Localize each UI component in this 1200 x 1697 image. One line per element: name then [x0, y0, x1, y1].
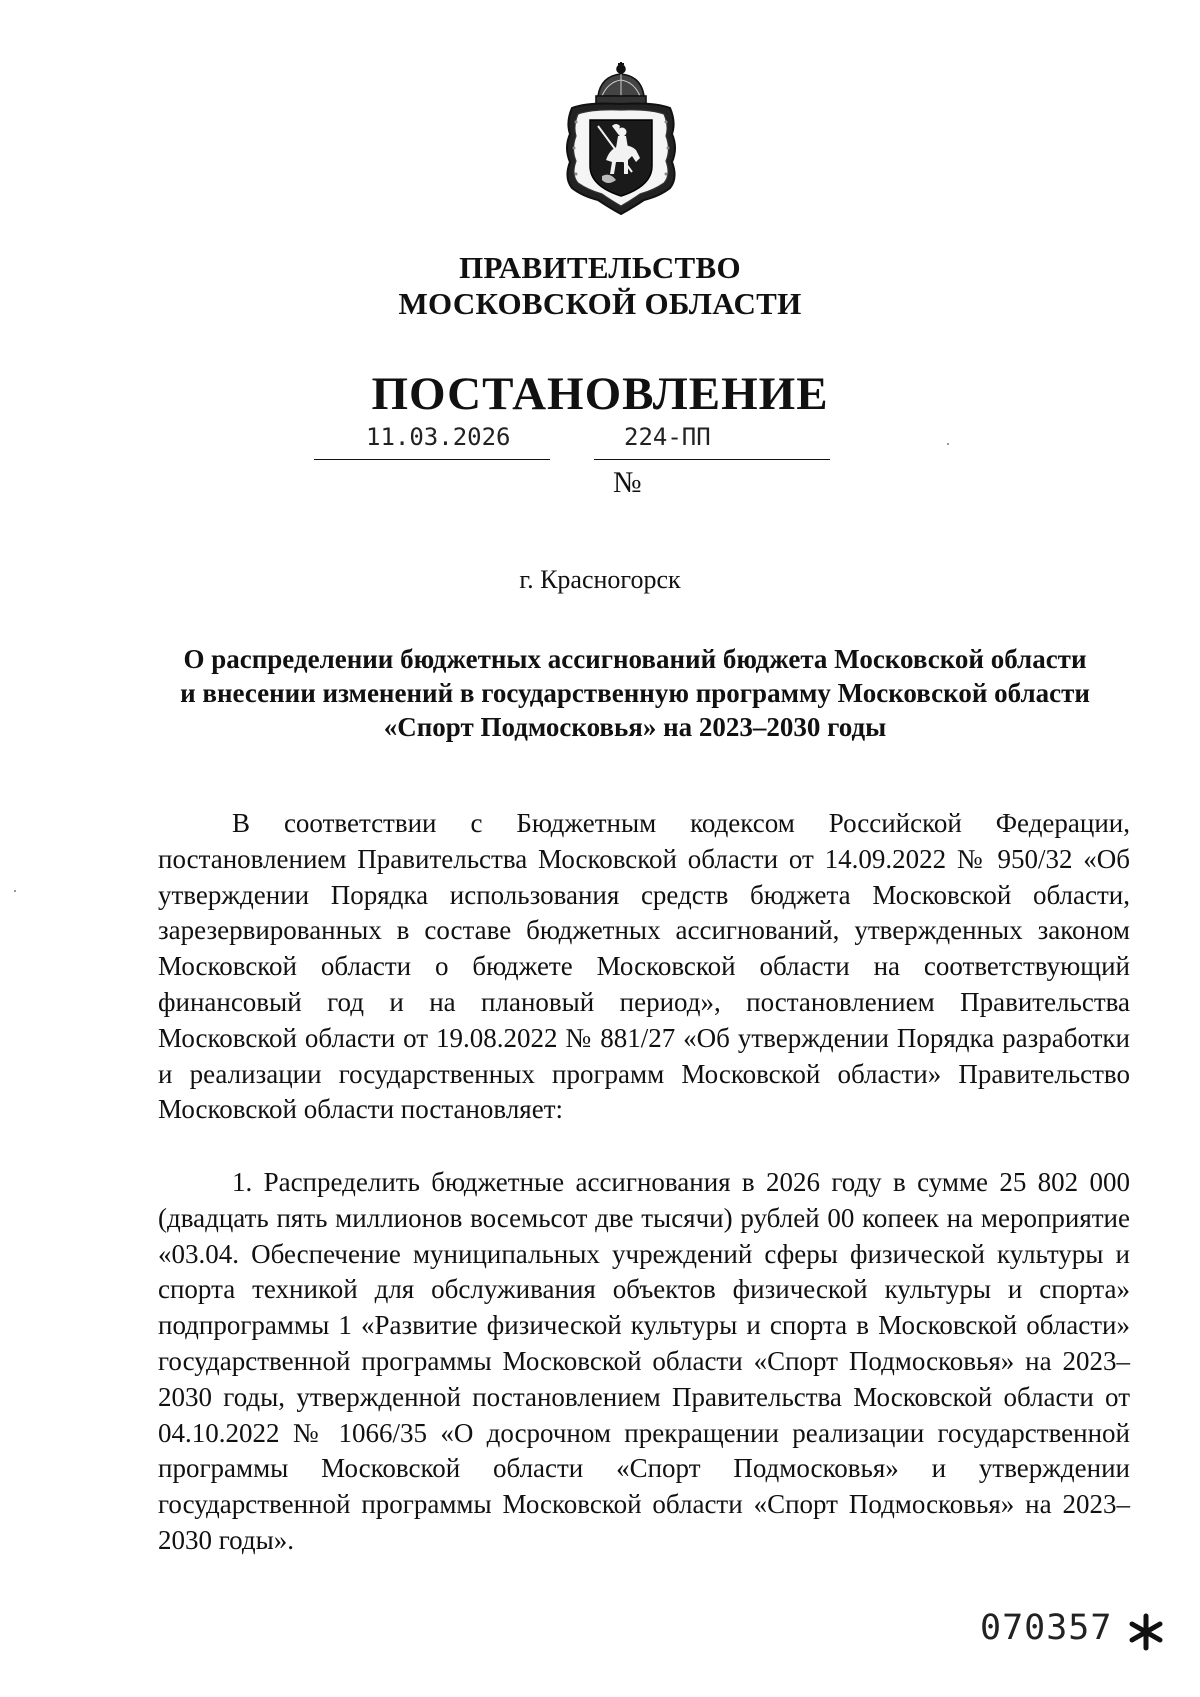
title-line-2: и внесении изменений в государственную программу Московской области — [180, 678, 1090, 708]
title-line-3: «Спорт Подмосковья» на 2023–2030 годы — [383, 712, 887, 742]
scan-speck — [14, 890, 16, 892]
document-number: 224-ПП — [624, 423, 711, 451]
org-name-line-1: ПРАВИТЕЛЬСТВО — [459, 250, 741, 285]
body-paragraph-1: В соответствии с Бюджетным кодексом Российской Федерации, постановлением Правительства Московской области от 14.09.2022 № 950/32 «Об утверждении Порядка использования средств бюджета Московской области, зарезервированных в составе бюджетных ассигнований, утвержденных законом Московской области о бюджете Московской области на соответствующий финансовый год и на плановый период», постановлением Правительства Московской области от 19.08.2022 № 881/27 «Об утверждении Порядка разработки и реализации государственных программ Московской области» Правительство Московской области постановляет: — [158, 808, 1130, 1125]
date-underline — [314, 459, 550, 460]
number-sign: № — [613, 466, 642, 499]
scan-speck — [947, 443, 949, 445]
body-paragraph-2: 1. Распределить бюджетные ассигнования в 2026 году в сумме 25 802 000 (двадцать пять миллионов восемьсот две тысячи) рублей 00 копеек на мероприятие «03.04. Обеспечение муниципальных учреждений сферы физической культуры и спорта техникой для обслуживания объектов физической культуры и спорта» подпрограммы 1 «Развитие физической культуры и спорта в Московской области» государственной программы Московской области «Спорт Подмосковья» на 2023–2030 годы, утвержденной постановлением Правительства Московской области от 04.10.2022 № 1066/35 «О досрочном прекращении реализации государственной программы Московской области «Спорт Подмосковья» и утверждении государственной программы Московской области «Спорт Подмосковья» на 2023–2030 годы». — [158, 1167, 1130, 1555]
document-date: 11.03.2026 — [366, 423, 511, 451]
asterisk-icon — [1128, 1612, 1164, 1652]
title-line-1: О распределении бюджетных ассигнований бюджета Московской области — [183, 644, 1087, 674]
document-type-heading: ПОСТАНОВЛЕНИЕ — [371, 368, 829, 420]
number-underline — [594, 459, 830, 460]
org-name-line-2: МОСКОВСКОЙ ОБЛАСТИ — [398, 286, 802, 321]
serial-number: 070357 — [980, 1608, 1113, 1648]
coat-of-arms-icon — [558, 62, 684, 220]
city-line: г. Красногорск — [519, 565, 681, 594]
document-title — [140, 642, 1130, 744]
